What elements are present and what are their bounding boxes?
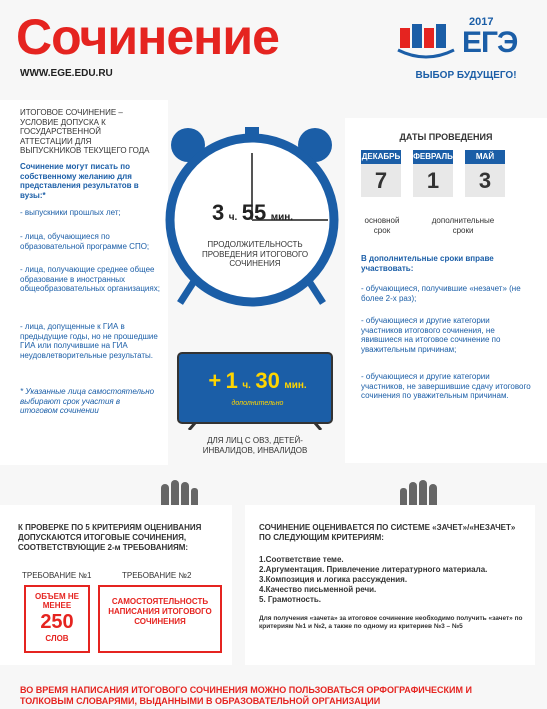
date-month: ДЕКАБРЬ xyxy=(361,150,401,164)
main-term-label: основной срок xyxy=(364,216,400,235)
logo-figures-icon xyxy=(396,18,456,68)
criteria-item-4: 4.Качество письменной речи. xyxy=(259,585,377,594)
ege-logo xyxy=(396,8,536,88)
extra-time xyxy=(190,368,325,394)
extra-plus: + xyxy=(208,368,222,393)
req1-box xyxy=(24,585,90,653)
requirements-heading: К ПРОВЕРКЕ ПО 5 КРИТЕРИЯМ ОЦЕНИВАНИЯ ДОПУСКАЮТСЯ ИТОГОВЫЕ СОЧИНЕНИЯ, СООТВЕТСТВУЮЩИЕ 2-м ТРЕБОВАНИЯМ: xyxy=(18,523,202,552)
criteria-item-1: 1.Соответствие теме. xyxy=(259,555,344,564)
criteria-heading: СОЧИНЕНИЕ ОЦЕНИВАЕТСЯ ПО СИСТЕМЕ «ЗАЧЕТ»/«НЕЗАЧЕТ» ПО СЛЕДУЮЩИМ КРИТЕРИЯМ: xyxy=(259,523,516,542)
date-day: 1 xyxy=(413,164,453,197)
item-3: - лица, получающие среднее общее образование в иностранных общеобразовательных организациях; xyxy=(20,265,160,293)
date-card-december xyxy=(361,150,401,197)
logo-tagline: ВЫБОР БУДУЩЕГО! xyxy=(415,70,517,81)
extra-sub: дополнительно xyxy=(231,400,284,407)
extra-term-label: дополнительные сроки xyxy=(431,216,495,235)
req1-label: ТРЕБОВАНИЕ №1 xyxy=(22,571,92,580)
rights-heading: В дополнительные сроки вправе участвовать: xyxy=(361,254,494,273)
rights-item-3: - обучающиеся и другие категории участников, не завершившие сдачу итогового сочинения по уважительным причинам. xyxy=(361,372,531,400)
req2-label: ТРЕБОВАНИЕ №2 xyxy=(122,571,192,580)
clock-duration xyxy=(212,200,342,226)
req2-box xyxy=(98,585,222,653)
criteria-item-5: 5. Грамотность. xyxy=(259,595,321,604)
req1-top: ОБЪЕМ НЕ МЕНЕЕ xyxy=(35,592,79,610)
criteria-item-3: 3.Композиция и логика рассуждения. xyxy=(259,575,408,584)
requirements-panel xyxy=(0,505,232,665)
extra-hours: 1 xyxy=(225,368,238,393)
req1-num: 250 xyxy=(40,611,74,633)
date-month: МАЙ xyxy=(465,150,505,164)
site-url[interactable]: WWW.EGE.EDU.RU xyxy=(20,68,113,79)
may-write-heading: Сочинение могут писать по собственному желанию для представления результатов в вузы:* xyxy=(20,162,139,200)
req1-unit: СЛОВ xyxy=(45,634,69,643)
extra-minutes: 30 xyxy=(255,368,280,393)
dates-heading: ДАТЫ ПРОВЕДЕНИЯ xyxy=(399,132,493,142)
req2-text: САМОСТОЯТЕЛЬНОСТЬ НАПИСАНИЯ ИТОГОВОГО СОЧИНЕНИЯ xyxy=(108,597,212,626)
date-card-may xyxy=(465,150,505,197)
clock-hours-unit: ч. xyxy=(228,212,238,223)
rights-item-1: - обучающиеся, получившие «незачет» (не более 2-х раз); xyxy=(361,284,521,303)
item-1: - выпускники прошлых лет; xyxy=(20,208,121,217)
extra-minutes-unit: мин. xyxy=(284,380,307,391)
page-title: Сочинение xyxy=(16,9,279,65)
dictionary-note: ВО ВРЕМЯ НАПИСАНИЯ ИТОГОВОГО СОЧИНЕНИЯ МОЖНО ПОЛЬЗОВАТЬСЯ ОРФОГРАФИЧЕСКИМ И ТОЛКОВЫМ СЛОВАРЯМИ, ВЫДАННЫМИ В ОБРАЗОВАТЕЛЬНОЙ ОРГАНИЗАЦИИ xyxy=(20,685,472,706)
left-panel xyxy=(0,100,168,465)
logo-text: ЕГЭ xyxy=(462,26,518,59)
date-month: ФЕВРАЛЬ xyxy=(413,150,453,164)
criteria-panel xyxy=(245,505,535,665)
date-day: 3 xyxy=(465,164,505,197)
item-2: - лица, обучающиеся по образовательной программе СПО; xyxy=(20,232,150,251)
date-day: 7 xyxy=(361,164,401,197)
clock-hours: 3 xyxy=(212,200,225,225)
extra-hours-unit: ч. xyxy=(242,380,251,391)
criteria-item-2: 2.Аргументация. Привлечение литературного материала. xyxy=(259,565,488,574)
intro-text: ИТОГОВОЕ СОЧИНЕНИЕ – УСЛОВИЕ ДОПУСКА К ГОСУДАРСТВЕННОЙ АТТЕСТАЦИИ ДЛЯ ВЫПУСКНИКОВ ТЕКУЩЕГО ГОДА xyxy=(20,108,150,155)
dates-panel xyxy=(345,118,547,463)
logo-year: 2017 xyxy=(469,16,494,28)
extra-caption: ДЛЯ ЛИЦ С ОВЗ, ДЕТЕЙ-ИНВАЛИДОВ, ИНВАЛИДОВ xyxy=(202,436,308,455)
date-card-february xyxy=(413,150,453,197)
clock-minutes: 55 xyxy=(241,200,267,225)
footnote: * Указанные лица самостоятельно выбирают срок участия в итоговом сочинении xyxy=(20,387,155,415)
item-4: - лица, допущенные к ГИА в предыдущие годы, но не прошедшие ГИА или получившие на ГИА неудовлетворительные результаты. xyxy=(20,322,158,360)
clock-minutes-unit: мин. xyxy=(270,212,294,223)
criteria-note: Для получения «зачета» за итоговое сочинение необходимо получить «зачет» по критериям №1 и №2, а также по одному из критериев №3 – №5 xyxy=(259,615,523,630)
clock-caption: ПРОДОЛЖИТЕЛЬНОСТЬ ПРОВЕДЕНИЯ ИТОГОВОГО СОЧИНЕНИЯ xyxy=(201,240,309,268)
rights-item-2: - обучающиеся и другие категории участников итогового сочинения, не явившиеся на итоговое сочинение по уважительным причинам; xyxy=(361,316,501,354)
